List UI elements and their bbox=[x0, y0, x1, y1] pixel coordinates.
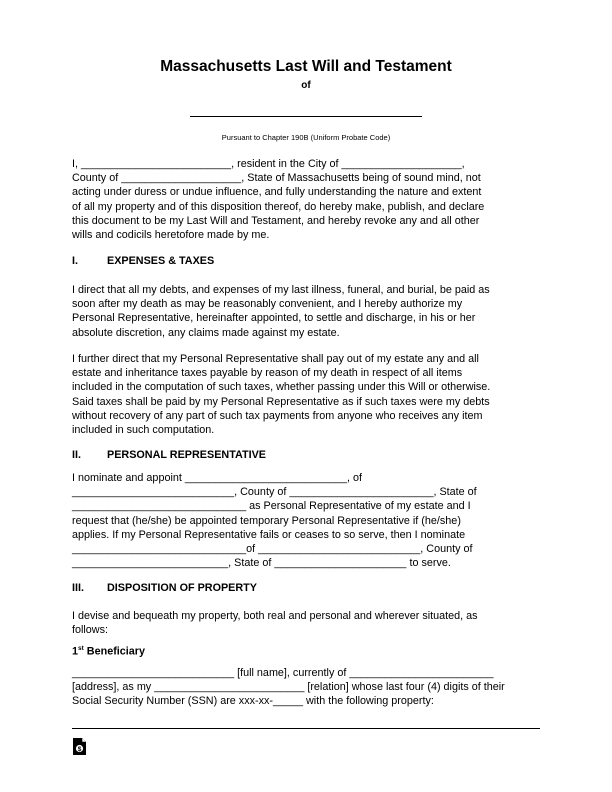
beneficiary-ordinal: st bbox=[78, 645, 84, 652]
paragraph-line: I devise and bequeath my property, both real and personal and wherever situated, as bbox=[72, 610, 478, 622]
paragraph-line: soon after my death as may be reasonably convenient, and I hereby authorize my bbox=[72, 298, 463, 311]
dollar-document-icon bbox=[73, 738, 86, 755]
testator-name-line[interactable] bbox=[190, 116, 422, 117]
paragraph-line: request that (he/she) be appointed temporary Personal Representative if (he/she) bbox=[72, 514, 461, 527]
intro-line: County of ____________________, State of Massachusetts being of sound mind, not bbox=[72, 172, 481, 185]
paragraph-line: included in such computation. bbox=[72, 424, 215, 437]
beneficiary-number: 1 bbox=[72, 645, 79, 658]
section-heading-expenses bbox=[72, 255, 214, 267]
section-title: DISPOSITION OF PROPERTY bbox=[107, 582, 257, 594]
section-title: EXPENSES & TAXES bbox=[107, 255, 215, 267]
intro-line: I, _________________________, resident in the City of ____________________, bbox=[72, 158, 465, 170]
section-number: III. bbox=[72, 582, 84, 594]
disposition-paragraph bbox=[72, 609, 542, 637]
title-of: of bbox=[301, 80, 311, 91]
paragraph-line: _____________________________of ___________________________, County of bbox=[72, 543, 473, 556]
expenses-paragraph-1 bbox=[72, 283, 542, 340]
paragraph-line: Said taxes shall be paid by my Personal Representative as if such taxes were my debts bbox=[72, 395, 490, 408]
paragraph-line: I direct that all my debts, and expenses of my last illness, funeral, and burial, be paid as bbox=[72, 284, 490, 296]
paragraph-line: I further direct that my Personal Representative shall pay out of my estate any and all bbox=[72, 353, 479, 365]
first-beneficiary-heading bbox=[72, 645, 145, 658]
paragraph-line: ___________________________, County of ________________________, State of bbox=[72, 486, 477, 499]
pursuant-statute: Pursuant to Chapter 190B (Uniform Probate Code) bbox=[221, 133, 391, 142]
paragraph-line: I nominate and appoint ___________________________, of bbox=[72, 472, 362, 484]
paragraph-line: ___________________________ [full name], currently of ________________________ bbox=[72, 667, 494, 679]
intro-line: wills and codicils heretofore made by me. bbox=[72, 229, 270, 242]
paragraph-line: _____________________________ as Personal Representative of my estate and I bbox=[72, 500, 471, 513]
personal-representative-paragraph bbox=[72, 471, 542, 570]
paragraph-line: __________________________, State of ______________________ to serve. bbox=[72, 557, 451, 570]
paragraph-line: without recovery of any part of such tax payments from anyone who receives any item bbox=[72, 409, 483, 422]
paragraph-line: follows: bbox=[72, 624, 109, 637]
paragraph-line: [address], as my _________________________ [relation] whose last four (4) digits of their bbox=[72, 681, 505, 694]
paragraph-line: Personal Representative, hereinafter appointed, to settle and discharge, in his or her bbox=[72, 312, 476, 325]
beneficiary-label: Beneficiary bbox=[83, 645, 146, 658]
first-beneficiary-paragraph bbox=[72, 666, 542, 709]
paragraph-line: absolute discretion, any claims made against my estate. bbox=[72, 326, 340, 339]
section-title: PERSONAL REPRESENTATIVE bbox=[107, 449, 266, 461]
intro-line: of all my property and of this disposition thereof, do hereby make, publish, and declare bbox=[72, 200, 485, 213]
section-number: II. bbox=[72, 449, 81, 461]
paragraph-line: included in the computation of such taxes, whether passing under this Will or otherwise. bbox=[72, 381, 491, 394]
paragraph-line: estate and inheritance taxes payable by reason of my death in respect of all items bbox=[72, 367, 463, 380]
intro-paragraph bbox=[72, 157, 542, 242]
section-heading-disposition bbox=[72, 582, 257, 594]
footer-rule bbox=[72, 728, 540, 729]
section-heading-personal-representative bbox=[72, 449, 266, 461]
paragraph-line: applies. If my Personal Representative fails or ceases to so serve, then I nominate bbox=[72, 528, 466, 541]
document-title: Massachusetts Last Will and Testament bbox=[160, 58, 452, 75]
section-number: I. bbox=[72, 255, 78, 267]
intro-line: acting under duress or undue influence, and fully understanding the nature and extent bbox=[72, 186, 482, 199]
expenses-paragraph-2 bbox=[72, 352, 542, 437]
paragraph-line: Social Security Number (SSN) are xxx-xx-_____ with the following property: bbox=[72, 695, 434, 708]
intro-line: this document to be my Last Will and Testament, and hereby revoke any and all other bbox=[72, 214, 480, 227]
svg-text:$: $ bbox=[77, 746, 82, 753]
